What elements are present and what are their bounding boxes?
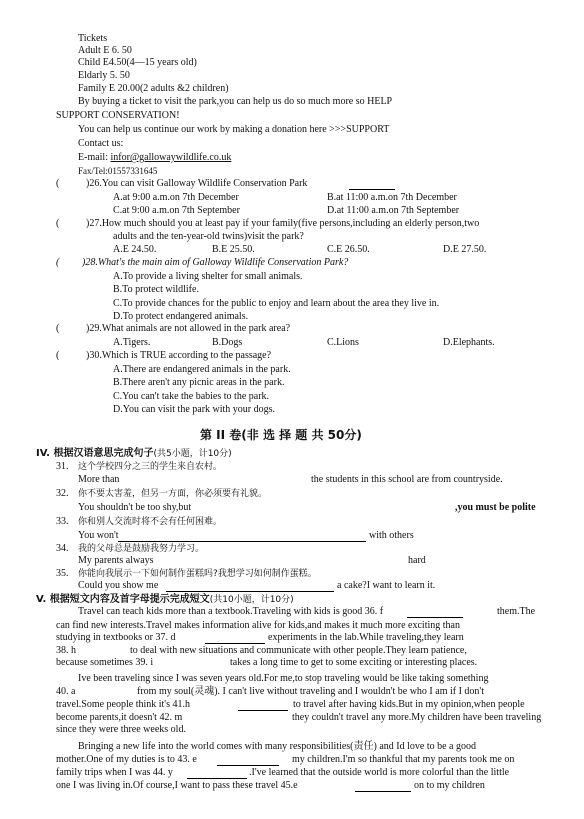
q35-english-b: a cake?I want to learn it.	[337, 580, 436, 591]
section5-heading	[36, 594, 294, 606]
section5-note: (共10小题，计10分)	[209, 595, 294, 605]
q32-english-a: You shouldn't be too shy,but	[78, 502, 192, 513]
q34-chinese: 我的父母总是鼓励我努力学习。	[78, 544, 205, 554]
q27-stem: )27.How much should you at least pay if your family(five persons,including an elderly person,two	[86, 218, 480, 229]
q31-english-b: the students in this school are from countryside.	[311, 474, 503, 485]
q26-option-b[interactable]: B.at 11:00 a.m.on 7th December	[327, 192, 457, 203]
fax-line: Fax/Tel:01557331645	[78, 166, 158, 176]
q33-english-a: You won't	[78, 530, 119, 541]
tickets-heading: Tickets	[78, 33, 108, 44]
q28-option-d[interactable]: D.To protect endangered animals.	[113, 311, 249, 322]
q27-option-d[interactable]: D.E 27.50.	[443, 244, 487, 255]
q35-num: 35.	[56, 568, 69, 579]
section4-note: (共5小题，计10分)	[153, 449, 232, 459]
q33-num: 33.	[56, 516, 69, 527]
q28-paren: (	[56, 257, 60, 268]
blank-36[interactable]	[407, 617, 463, 618]
support-line-2: SUPPORT CONSERVATION!	[56, 110, 180, 121]
q30-option-d[interactable]: D.You can visit the park with your dogs.	[113, 404, 276, 415]
p1-line-4a: 38. h	[56, 645, 76, 656]
p3-line-4a: one I was living in.Of course,I want to pass these travel 45.e	[56, 780, 298, 791]
ticket-adult: Adult E 6. 50	[78, 45, 132, 56]
p2-line-2b: from my soul(灵魂). I can't live without traveling and I wouldn't be who I am if I don't	[137, 686, 485, 697]
q33-english-b: with others	[369, 530, 414, 541]
q31-english-a: More than	[78, 474, 120, 485]
q34-english-b: hard	[408, 555, 426, 566]
p2-line-4a: become parents,it doesn't 42. m	[56, 712, 183, 723]
q26-blank[interactable]	[349, 189, 395, 190]
support-line-1: By buying a ticket to visit the park,you can help us do so much more so HELP	[78, 96, 393, 107]
p3-line-3b: .I've learned that the outside world is more colorful than the little	[249, 767, 510, 778]
p1-line-3b: experiments in the lab.While traveling,they learn	[268, 632, 464, 643]
q29-paren: (	[56, 323, 60, 334]
p3-line-3a: family trips when I was 44. y	[56, 767, 173, 778]
q30-paren: (	[56, 350, 60, 361]
p2-line-1: Ive been traveling since I was seven years old.For me,to stop traveling would be like taking something	[78, 673, 489, 684]
p1-line-1a: Travel can teach kids more than a textbook.Traveling with kids is good 36. f	[78, 606, 384, 617]
q31-chinese: 这个学校四分之三的学生来自农村。	[78, 462, 223, 472]
q29-option-a[interactable]: A.Tigers.	[113, 337, 151, 348]
q26-option-d[interactable]: D.at 11:00 a.m.on 7th September	[327, 205, 460, 216]
q30-option-c[interactable]: C.You can't take the babies to the park.	[113, 391, 270, 402]
q30-option-b[interactable]: B.There aren't any picnic areas in the park.	[113, 377, 285, 388]
ticket-family: Family E 20.00(2 adults &2 children)	[78, 83, 229, 94]
ticket-child: Child E4.50(4—15 years old)	[78, 57, 197, 68]
q30-stem: )30.Which is TRUE according to the passage?	[86, 350, 272, 361]
p3-line-2a: mother.One of my duties is to 43. e	[56, 754, 197, 765]
q28-stem: )28.What's the main aim of Galloway Wildlife Conservation Park?	[82, 257, 349, 268]
q29-option-d[interactable]: D.Elephants.	[443, 337, 495, 348]
q35-english-a: Could you show me	[78, 580, 159, 591]
q28-option-b[interactable]: B.To protect wildlife.	[113, 284, 199, 295]
ticket-elderly: Eldarly 5. 50	[78, 70, 130, 81]
q30-option-a[interactable]: A.There are endangered animals in the park.	[113, 364, 291, 375]
email-label: E-mail:	[78, 152, 111, 163]
section4-heading	[36, 448, 232, 460]
p3-line-4b: on to my children	[414, 780, 485, 791]
p1-line-2: can find new interests.Travel makes information alive for kids,and makes it much more exciting than	[56, 620, 460, 631]
p1-line-4b: to deal with new situations and communicate with other people.They learn patience,	[130, 645, 467, 656]
p2-line-3b: to travel after having kids.But in my opinion,when people	[293, 699, 525, 710]
q27-paren: (	[56, 218, 60, 229]
q29-option-b[interactable]: B.Dogs	[212, 337, 243, 348]
blank-43[interactable]	[217, 765, 279, 766]
p3-line-1: Bringing a new life into the world comes with many responsibilities(责任) and Id love to be a good	[78, 741, 476, 752]
q28-option-a[interactable]: A.To provide a living shelter for small animals.	[113, 271, 303, 282]
q26-stem: )26.You can visit Galloway Wildlife Conservation Park	[86, 178, 308, 189]
p2-line-3a: travel.Some people think it's 41.h	[56, 699, 191, 710]
section4-heading-text: IV. 根据汉语意思完成句子	[36, 448, 154, 459]
q33-blank[interactable]	[118, 541, 366, 542]
p1-line-5b: takes a long time to get to some exciting or interesting places.	[230, 657, 478, 668]
p1-line-1b: them.The	[497, 606, 536, 617]
email-link[interactable]: infor@gallowaywildlife.co.uk	[110, 152, 232, 163]
q32-english-b: ,you must be polite	[455, 502, 536, 513]
q34-num: 34.	[56, 543, 69, 554]
p1-line-3a: studying in textbooks or 37. d	[56, 632, 176, 643]
q27-option-b[interactable]: B.E 25.50.	[212, 244, 255, 255]
section5-heading-text: V. 根据短文内容及首字母提示完成短文	[36, 594, 210, 605]
p3-line-2b: my children.I'm so thankful that my parents took me on	[292, 754, 515, 765]
blank-45[interactable]	[355, 791, 411, 792]
blank-41[interactable]	[238, 710, 288, 711]
q26-paren: (	[56, 178, 60, 189]
q27-stem-2: adults and the ten-year-old twins)visit the park?	[113, 231, 304, 242]
q29-option-c[interactable]: C.Lions	[327, 337, 359, 348]
q26-option-c[interactable]: C.at 9:00 a.m.on 7th September	[113, 205, 240, 216]
q32-chinese: 你不要太害羞，但另一方面，你必须要有礼貌。	[78, 489, 268, 499]
q35-chinese: 你能向我展示一下如何制作蛋糕吗?我想学习如何制作蛋糕。	[78, 569, 317, 579]
q31-num: 31.	[56, 461, 69, 472]
blank-44[interactable]	[187, 778, 247, 779]
p2-line-2a: 40. a	[56, 686, 76, 697]
q32-num: 32.	[56, 488, 69, 499]
p2-line-5: since they were three weeks old.	[56, 724, 186, 735]
q34-english-a: My parents always	[78, 555, 154, 566]
p2-line-4b: they couldn't travel any more.My children have been traveling	[292, 712, 542, 723]
contact-label: Contact us:	[78, 138, 124, 149]
blank-37[interactable]	[205, 643, 265, 644]
q28-option-c[interactable]: C.To provide chances for the public to enjoy and learn about the area they live in.	[113, 298, 440, 309]
q29-stem: )29.What animals are not allowed in the park area?	[86, 323, 291, 334]
q27-option-a[interactable]: A.E 24.50.	[113, 244, 157, 255]
q27-option-c[interactable]: C.E 26.50.	[327, 244, 370, 255]
p1-line-5a: because sometimes 39. i	[56, 657, 154, 668]
donate-line: You can help us continue our work by making a donation here >>>SUPPORT	[78, 124, 390, 135]
email-line	[78, 152, 231, 164]
part2-title: 第 II 卷(非 选 择 题 共 50分)	[200, 428, 362, 442]
q33-chinese: 你和别人交流时将不会有任何困难。	[78, 517, 223, 527]
q26-option-a[interactable]: A.at 9:00 a.m.on 7th December	[113, 192, 239, 203]
q35-blank[interactable]	[166, 591, 334, 592]
